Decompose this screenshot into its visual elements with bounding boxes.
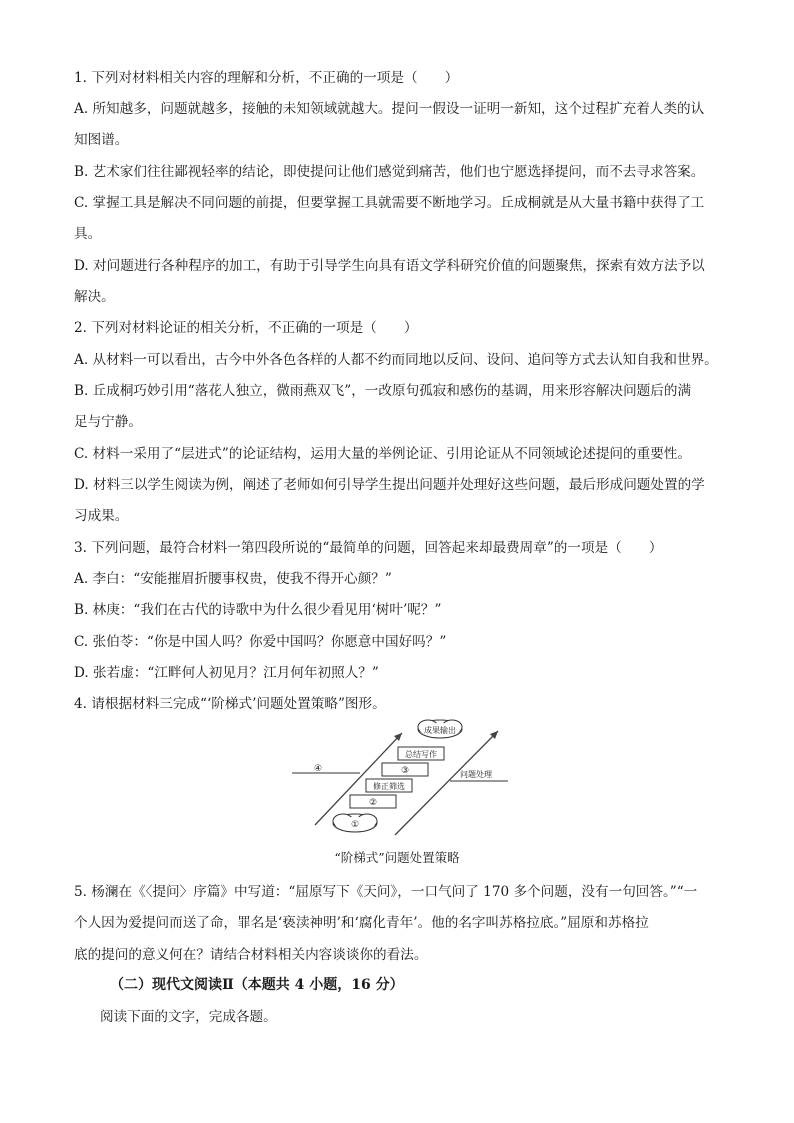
- q3-option-d: D. 张若虚：“江畔何人初见月？江月何年初照人？”: [74, 665, 379, 681]
- q3-option-b: B. 林庚：“我们在古代的诗歌中为什么很少看见用‘树叶’呢？”: [74, 602, 442, 618]
- step-3-label: ③: [400, 766, 410, 776]
- q3-option-c: C. 张伯苓：“你是中国人吗？你爱中国吗？你愿意中国好吗？”: [74, 634, 447, 650]
- q1-option-a-cont: 知图谱。: [74, 132, 129, 148]
- cloud-top-label: 成果输出: [424, 726, 456, 735]
- q2-option-b-cont: 足与宁静。: [74, 414, 142, 430]
- q2-option-d: D. 材料三以学生阅读为例，阐述了老师如何引导学生提出问题并处理好这些问题，最后形成问题处置的学: [74, 477, 705, 493]
- q3-option-a: A. 李白：“安能摧眉折腰事权贵，使我不得开心颜？”: [74, 571, 392, 587]
- left-label: ④: [313, 764, 323, 774]
- figure-caption: “阶梯式”问题处置策略: [334, 850, 460, 865]
- q1-option-a: A. 所知越多，问题就越多，接触的未知领域就越大。提问一假设一证明一新知，这个过程扩充着人类的认: [74, 101, 705, 117]
- step-2-label: ②: [368, 798, 378, 808]
- staircase-diagram: [290, 715, 510, 840]
- q1-option-c: C. 掌握工具是解决不同问题的前提，但要掌握工具就需要不断地学习。丘成桐就是从大量书籍中获得了工: [74, 195, 705, 211]
- step-revise-label: 修正筛选: [373, 782, 405, 791]
- q1-option-d: D. 对问题进行各种程序的加工，有助于引导学生向具有语文学科研究价值的问题聚焦，探索有效方法予以: [74, 258, 705, 274]
- q2-option-a: A. 从材料一可以看出，古今中外各色各样的人都不约而同地以反问、设问、追问等方式去认知自我和世界。: [74, 352, 718, 368]
- q2-option-c: C. 材料一采用了“层进式”的论证结构，运用大量的举例论证、引用论证从不同领域论述提问的重要性。: [74, 446, 691, 462]
- q5-line-2: 个人因为爱提问而送了命，罪名是‘亵渎神明’和‘腐化青年’。他的名字叫苏格拉底。”屈原和苏格拉: [74, 915, 649, 931]
- cloud-bottom-label: ①: [350, 820, 360, 830]
- q1-stem: 1. 下列对材料相关内容的理解和分析，不正确的一项是（ ）: [74, 70, 459, 86]
- step-summary-label: 总结写作: [405, 750, 437, 759]
- q2-option-d-cont: 习成果。: [74, 508, 129, 524]
- section-instruction: 阅读下面的文字，完成各题。: [100, 1009, 277, 1025]
- q2-option-b: B. 丘成桐巧妙引用“落花人独立，微雨燕双飞”，一改原句孤寂和感伤的基调，用来形容解决问题后的满: [74, 383, 692, 399]
- q1-option-d-cont: 解决。: [74, 289, 115, 305]
- q4-stem: 4. 请根据材料三完成“‘阶梯式’问题处置策略”图形。: [74, 696, 386, 712]
- q2-stem: 2. 下列对材料论证的相关分析，不正确的一项是（ ）: [74, 320, 418, 336]
- section-title: （二）现代文阅读Ⅱ（本题共 4 小题，16 分）: [110, 977, 404, 993]
- q1-option-b: B. 艺术家们往往鄙视轻率的结论，即使提问让他们感觉到痛苦，他们也宁愿选择提问，而不去寻求答案。: [74, 164, 705, 180]
- q3-stem: 3. 下列问题，最符合材料一第四段所说的“最简单的问题，回答起来却最费周章”的一项是（ ）: [74, 540, 663, 556]
- q5-line-3: 底的提问的意义何在？请结合材料相关内容谈谈你的看法。: [74, 947, 428, 963]
- q1-option-c-cont: 具。: [74, 226, 102, 242]
- right-label: 问题处理: [460, 770, 492, 779]
- q5-line-1: 5. 杨澜在《〈提问〉序篇》中写道：“屈原写下《天问》，一口气问了 170 多个问题，没有一句回答。”“一: [74, 884, 698, 900]
